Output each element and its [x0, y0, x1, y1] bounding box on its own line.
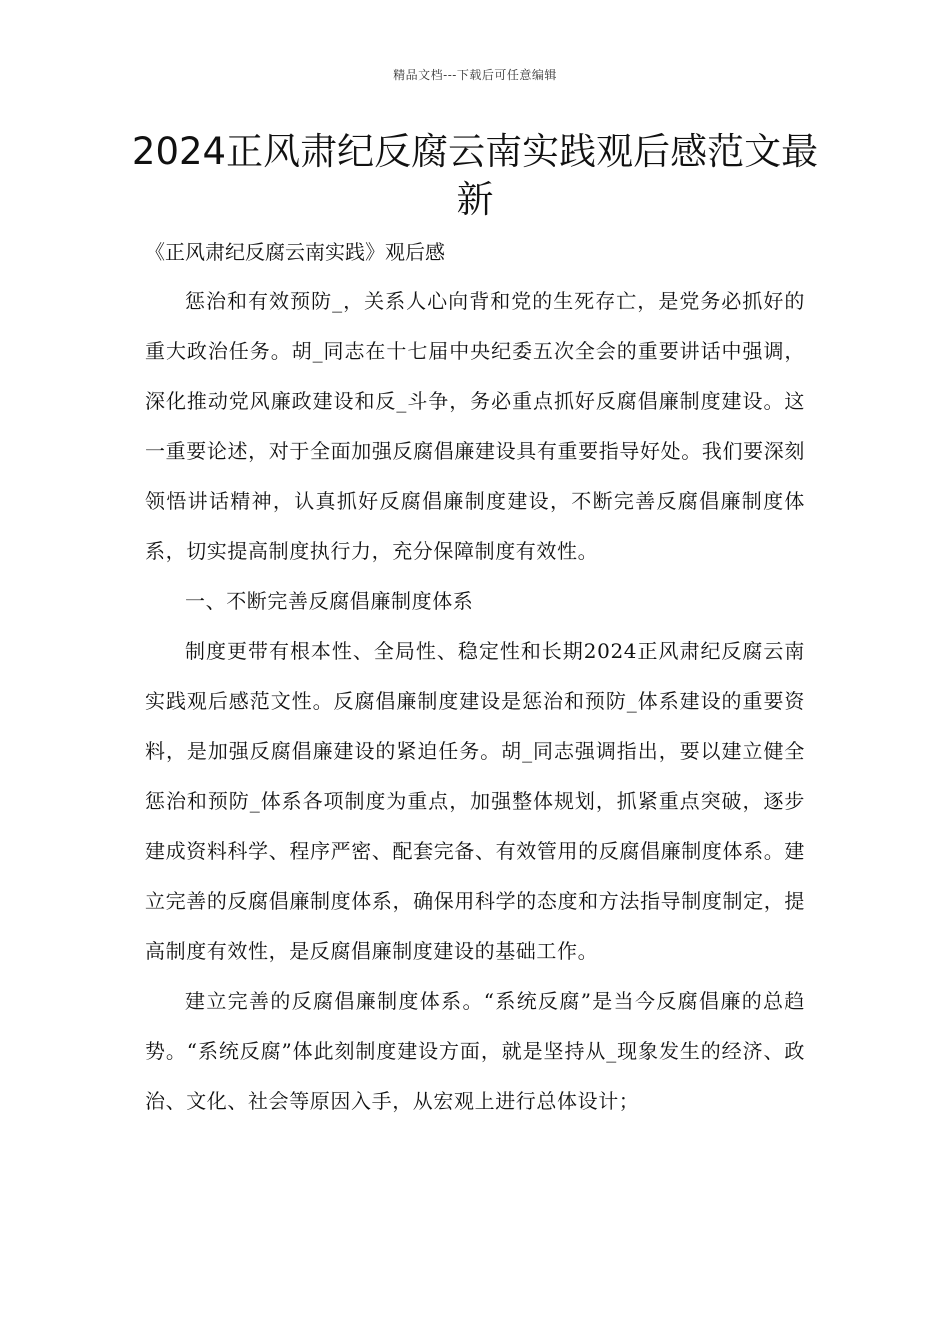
paragraph-system: 制度更带有根本性、全局性、稳定性和长期2024正风肃纪反腐云南实践观后感范文性。反腐倡廉制度建设是惩治和预防_体系建设的重要资料，是加强反腐倡廉建设的紧迫任务。胡_同志强调指出，要以建立健全惩治和预防_体系各项制度为重点，加强整体规划，抓紧重点突破，逐步建成资料科学、程序严密、配套完备、有效管用的反腐倡廉制度体系。建立完善的反腐倡廉制度体系，确保用科学的态度和方法指导制度制定，提高制度有效性，是反腐倡廉制度建设的基础工作。 [145, 639, 805, 963]
page-header: 精品文档---下载后可任意编辑 [393, 68, 557, 82]
document-title: 2024正风肃纪反腐云南实践观后感范文最新 [131, 130, 819, 221]
paragraph-intro: 惩治和有效预防_，关系人心向背和党的生死存亡，是党务必抓好的重大政治任务。胡_同志在十七届中央纪委五次全会的重要讲话中强调，深化推动党风廉政建设和反_斗争，务必重点抓好反腐倡廉制度建设。这一重要论述，对于全面加强反腐倡廉建设具有重要指导好处。我们要深刻领悟讲话精神，认真抓好反腐倡廉制度建设，不断完善反腐倡廉制度体系，切实提高制度执行力，充分保障制度有效性。 [145, 289, 805, 563]
document-body [145, 276, 805, 1126]
document-subtitle: 《正风肃纪反腐云南实践》观后感 [145, 240, 445, 264]
section-heading: 一、不断完善反腐倡廉制度体系 [185, 589, 474, 613]
paragraph-system-anticorruption: 建立完善的反腐倡廉制度体系。“系统反腐”是当今反腐倡廉的总趋势。“系统反腐”体此刻制度建设方面，就是坚持从_现象发生的经济、政治、文化、社会等原因入手，从宏观上进行总体设计； [145, 989, 805, 1113]
